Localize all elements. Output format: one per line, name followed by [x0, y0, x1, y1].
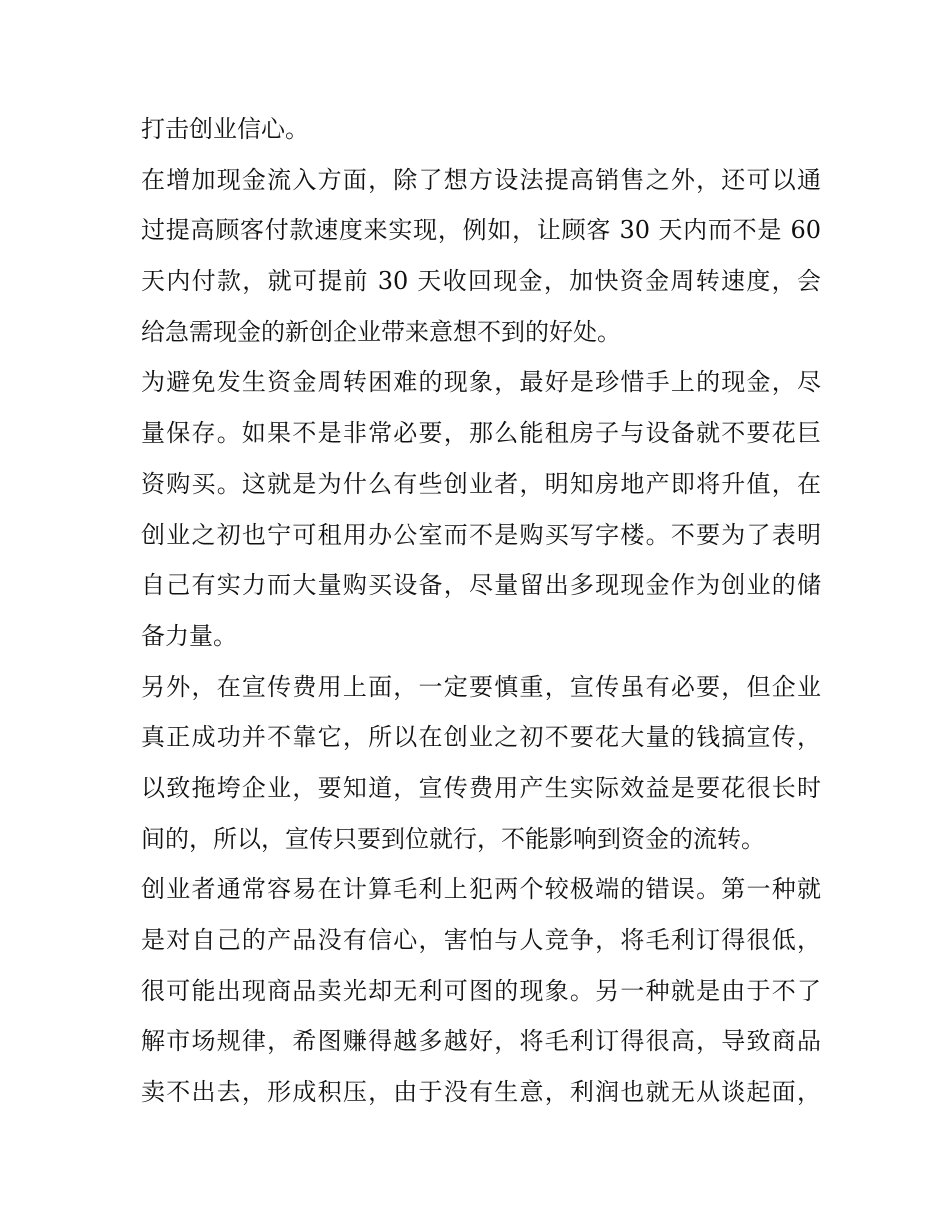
- text-line: 过提高顾客付款速度来实现，例如，让顾客 30 天内而不是 60: [141, 216, 821, 245]
- paragraph-4: [141, 662, 821, 865]
- paragraph-5: [141, 864, 821, 1117]
- text-line: 真正成功并不靠它，所以在创业之初不要花大量的钱搞宣传，: [141, 723, 821, 752]
- text-line: 卖不出去，形成积压，由于没有生意，利润也就无从谈起面，: [141, 1078, 821, 1107]
- text-line: 备力量。: [141, 621, 237, 650]
- text-line: 解市场规律，希图赚得越多越好，将毛利订得很高，导致商品: [141, 1027, 821, 1056]
- text-line: 创业者通常容易在计算毛利上犯两个较极端的错误。第一种就: [141, 875, 821, 904]
- paragraph-2: [141, 155, 821, 358]
- text-line: 自己有实力而大量购买设备，尽量留出多现现金作为创业的储: [141, 571, 821, 600]
- text-line: 另外，在宣传费用上面，一定要慎重，宣传虽有必要，但企业: [141, 672, 821, 701]
- text-line: 很可能出现商品卖光却无利可图的现象。另一种就是由于不了: [141, 976, 821, 1005]
- text-line: 以致拖垮企业，要知道，宣传费用产生实际效益是要花很长时: [141, 773, 821, 802]
- text-line: 给急需现金的新创企业带来意想不到的好处。: [141, 317, 621, 346]
- body-text: [141, 104, 821, 1118]
- paragraph-1: [141, 104, 821, 155]
- text-line: 资购买。这就是为什么有些创业者，明知房地产即将升值，在: [141, 469, 821, 498]
- paragraph-3: [141, 357, 821, 661]
- text-line: 打击创业信心。: [141, 115, 309, 143]
- text-line: 天内付款，就可提前 30 天收回现金，加快资金周转速度，会: [141, 267, 821, 296]
- text-line: 量保存。如果不是非常必要，那么能租房子与设备就不要花巨: [141, 419, 821, 448]
- text-line: 在增加现金流入方面，除了想方设法提高销售之外，还可以通: [141, 165, 821, 194]
- text-line: 创业之初也宁可租用办公室而不是购买写字楼。不要为了表明: [141, 520, 821, 549]
- text-line: 是对自己的产品没有信心，害怕与人竞争，将毛利订得很低，: [141, 926, 821, 954]
- text-line: 间的，所以，宣传只要到位就行，不能影响到资金的流转。: [141, 824, 765, 853]
- text-line: 为避免发生资金周转困难的现象，最好是珍惜手上的现金，尽: [141, 368, 821, 397]
